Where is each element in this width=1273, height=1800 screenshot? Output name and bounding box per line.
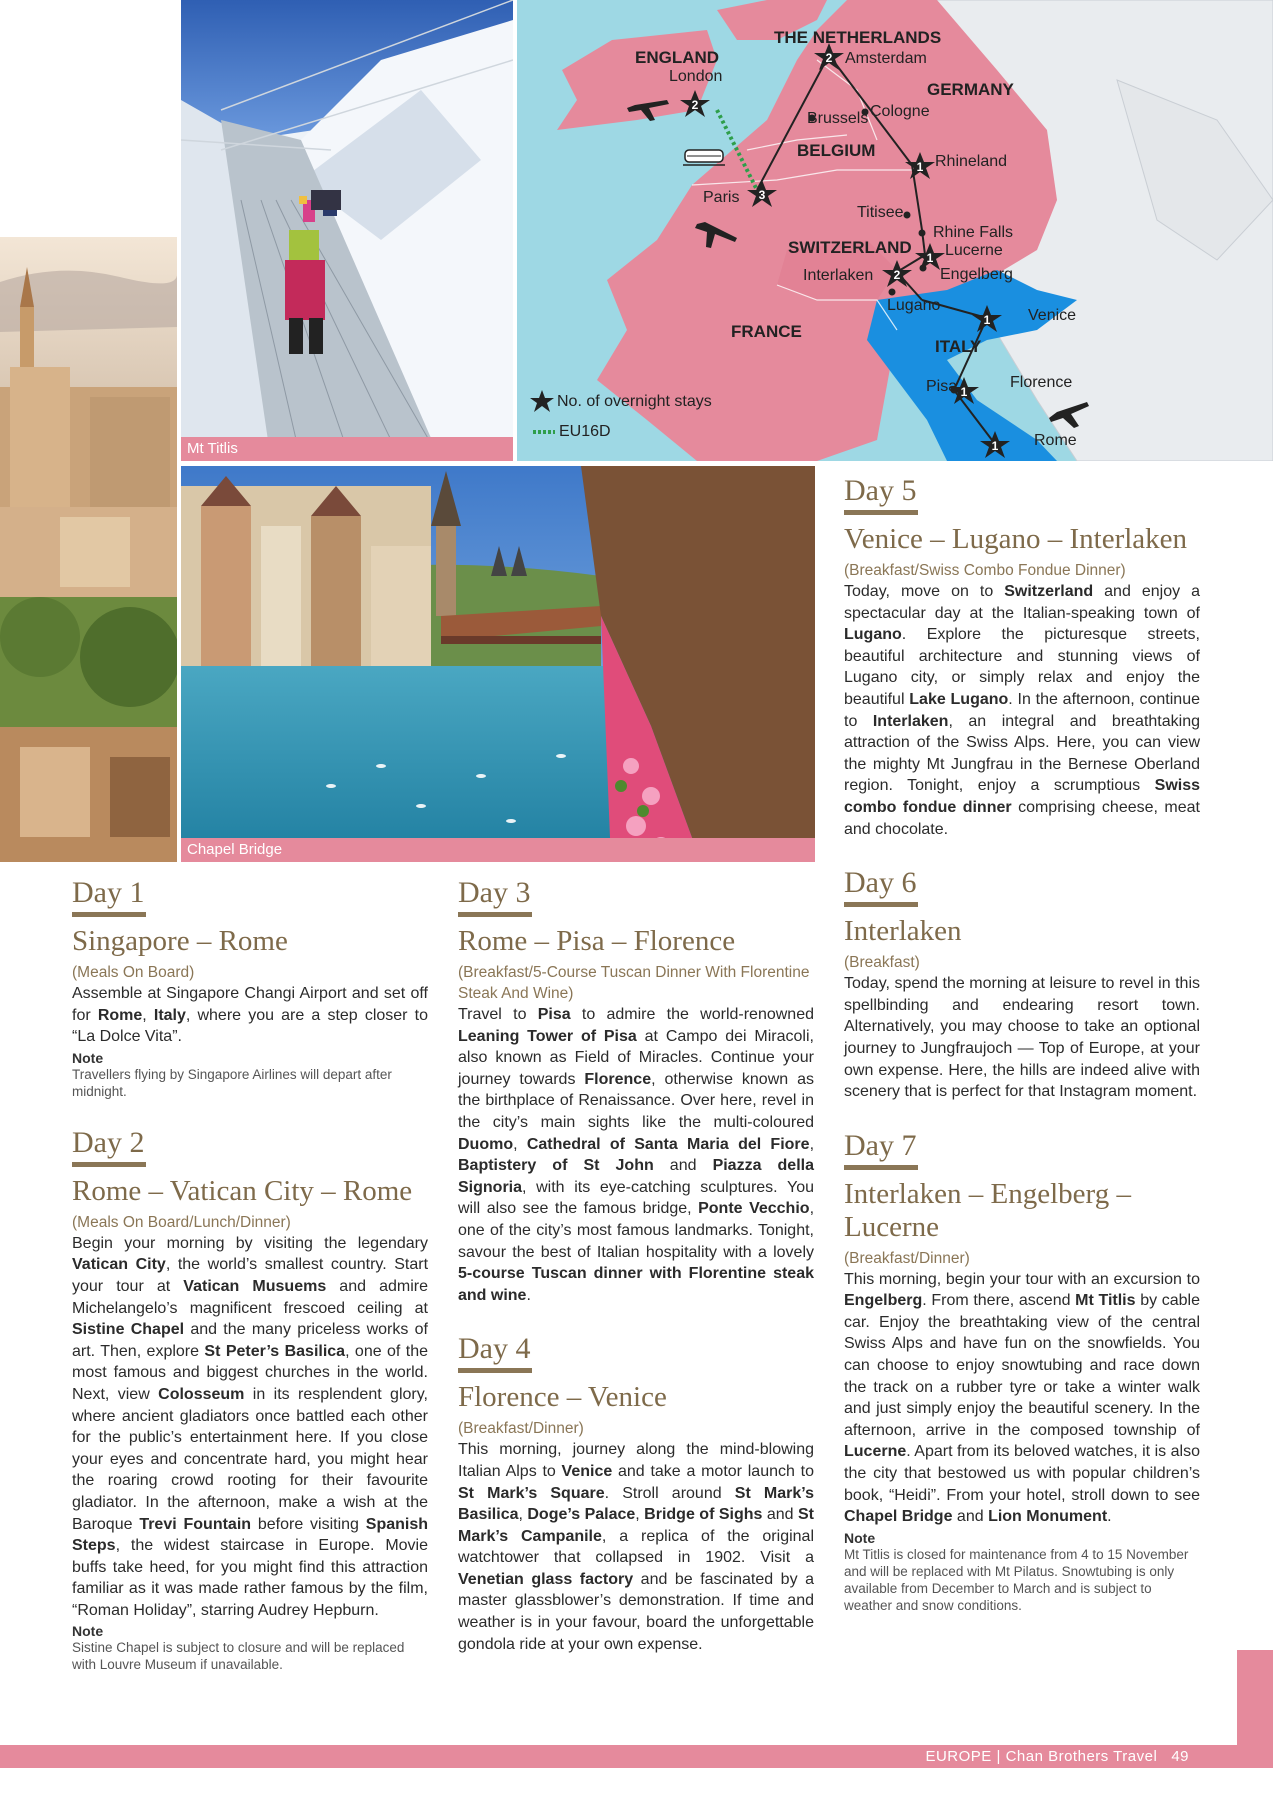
highlight: Mt Titlis <box>1075 1292 1136 1310</box>
highlight: Lake Lugano <box>909 690 1009 708</box>
day-meals: (Breakfast/5-Course Tuscan Dinner With Florentine Steak And Wine) <box>458 964 810 1002</box>
highlight: Sistine Chapel <box>72 1321 185 1339</box>
highlight: St Mark’s Campanile <box>458 1506 814 1545</box>
stays-rhineland: 1 <box>916 160 924 174</box>
florence-photo-art <box>0 237 177 862</box>
city-florence: Florence <box>1010 374 1073 391</box>
highlight: Pisa <box>537 1006 571 1023</box>
route-map <box>517 0 1273 461</box>
country-france: FRANCE <box>731 322 802 341</box>
city-rhine-falls: Rhine Falls <box>933 224 1014 241</box>
day-description: Travel to Pisa to admire the world-renowned Leaning Tower of Pisa at Campo dei Miracoli, also known as Field of Miracles. Continue your journey towards Florence, otherwise known as the birthplace of Renaissance. Over here, revel in the city’s main sights like the multi-coloured Duomo, Cathedral of Santa Maria del Fiore, Baptistery of St John and Piazza della Signoria, with its eye-catching sculptures. You will also see the famous bridge, Ponte Vecchio, one of the city’s most famous landmarks. Tonight, savour the best of Italian hospitality with a lovely 5-course Tuscan dinner with Florentine steak and wine. <box>458 1006 815 1304</box>
highlight: Engelberg <box>844 1292 923 1310</box>
route-map-art <box>517 0 1273 461</box>
stays-rome: 1 <box>991 439 999 453</box>
highlight: Lugano <box>844 626 902 644</box>
highlight: Interlaken <box>872 712 949 730</box>
highlight: Cathedral of Santa Maria del Fiore <box>526 1135 810 1153</box>
stays-interlaken: 2 <box>893 268 901 282</box>
day-description: This morning, journey along the mind-blowing Italian Alps to Venice and take a motor launch to St Mark’s Square. Stroll around St Mark’s Basilica, Doge’s Palace, Bridge of Sighs and St Mark’s Campanile, a replica of the original watchtower that collapsed in 1902. Visit a Venetian glass factory and be fascinated by a master glassblower’s demonstration. If time and weather is in your favour, board the unforgettable gondola ride at your own expense. <box>458 1441 815 1653</box>
city-titisee: Titisee <box>857 204 904 221</box>
highlight: Swiss combo fondue dinner <box>844 777 1200 816</box>
mt-titlis-caption: Mt Titlis <box>181 437 513 461</box>
day-title: Singapore – Rome <box>72 925 288 957</box>
day-meals: (Breakfast/Dinner) <box>458 1420 584 1438</box>
highlight: St Mark’s Basilica <box>458 1484 815 1524</box>
country-belgium: BELGIUM <box>797 141 876 160</box>
florence-photo <box>0 237 177 862</box>
stays-florence: 1 <box>960 385 968 399</box>
highlight: Venetian glass factory <box>458 1570 634 1588</box>
highlight: Leaning Tower of Pisa <box>458 1027 637 1045</box>
note-text: Travellers flying by Singapore Airlines will depart after midnight. <box>72 1066 392 1099</box>
footer-brand: Chan Brothers Travel <box>1005 1748 1158 1765</box>
note-label: Note <box>72 1623 104 1640</box>
day-title: Florence – Venice <box>458 1381 667 1414</box>
city-engelberg: Engelberg <box>940 266 1013 283</box>
highlight: Venice <box>561 1462 613 1480</box>
country-netherlands: THE NETHERLANDS <box>774 28 942 47</box>
highlight: Lucerne <box>844 1443 907 1461</box>
highlight: Ponte Vecchio <box>698 1200 810 1218</box>
country-switzerland: SWITZERLAND <box>788 238 912 257</box>
note-text: Mt Titlis is closed for maintenance from 4 to 15 November and will be replaced with Mt Pilatus. Snowtubing is only available from December to March and is subject to weather and snow conditions. <box>844 1546 1189 1613</box>
note-text: Sistine Chapel is subject to closure and will be replaced with Louvre Museum if unavailable. <box>72 1640 405 1673</box>
day-description: Assemble at Singapore Changi Airport and set off for Rome, Italy, where you are a step closer to “La Dolce Vita”. <box>72 985 429 1046</box>
country-england: ENGLAND <box>635 48 720 67</box>
city-brussels: Brussels <box>807 110 869 127</box>
day-rule <box>844 1165 918 1170</box>
city-rhineland: Rhineland <box>935 153 1008 170</box>
day-description: Today, move on to Switzerland and enjoy a spectacular day at the Italian-speaking town of Lugano. Explore the picturesque streets, beautiful architecture and stunning views of Lugano city, or simply relax and enjoy the beautiful Lake Lugano. In the afternoon, continue to Interlaken, an integral and breathtaking attraction of the Swiss Alps. Here, you can view the mighty Mt Jungfrau in the Bernese Oberland region. Tonight, enjoy a scrumptious Swiss combo fondue dinner comprising cheese, meat and chocolate. <box>844 583 1200 838</box>
column-2 <box>458 876 814 1681</box>
day-rule <box>458 912 532 917</box>
stays-paris: 3 <box>758 188 766 202</box>
note-label: Note <box>72 1049 104 1066</box>
day-meals: (Breakfast) <box>844 954 920 972</box>
highlight: Baptistery of St John <box>458 1157 654 1175</box>
page-side-tab <box>1237 1650 1273 1745</box>
day-number: Day 2 <box>72 1125 145 1159</box>
note-label: Note <box>844 1529 876 1546</box>
column-1 <box>72 876 428 1699</box>
highlight: Duomo <box>458 1135 514 1153</box>
day-7 <box>844 1129 1200 1614</box>
highlight: Florence <box>584 1070 652 1088</box>
column-3 <box>844 474 1200 1640</box>
day-title: Venice – Lugano – Interlaken <box>844 523 1188 555</box>
city-interlaken: Interlaken <box>803 267 874 284</box>
day-number: Day 7 <box>844 1128 917 1162</box>
day-number: Day 3 <box>458 876 531 909</box>
legend-stays-label: No. of overnight stays <box>557 393 712 410</box>
day-1 <box>72 876 428 1100</box>
day-title: Interlaken – Engelberg – Lucerne <box>844 1177 1131 1243</box>
chapel-bridge-photo-art <box>181 466 815 862</box>
city-pisa: Pisa <box>926 378 958 395</box>
footer-text: EUROPE | Chan Brothers Travel 49 <box>925 1748 1189 1765</box>
day-3 <box>458 876 814 1306</box>
mt-titlis-photo <box>181 0 513 461</box>
day-4 <box>458 1332 814 1655</box>
highlight: Spanish Steps <box>72 1515 428 1555</box>
stays-amsterdam: 2 <box>825 51 833 65</box>
day-title: Rome – Pisa – Florence <box>458 925 736 957</box>
day-number: Day 4 <box>458 1332 531 1366</box>
highlight: Italy <box>153 1006 186 1024</box>
highlight: Trevi Fountain <box>139 1515 252 1533</box>
day-2 <box>72 1126 428 1674</box>
day-rule <box>72 912 146 917</box>
highlight: Switzerland <box>1004 583 1094 600</box>
city-amsterdam: Amsterdam <box>845 50 927 67</box>
city-lugano: Lugano <box>887 297 941 314</box>
day-number: Day 5 <box>844 474 917 507</box>
city-venice: Venice <box>1028 307 1077 324</box>
highlight: Lion Monument <box>988 1508 1108 1526</box>
city-london: London <box>669 68 723 85</box>
train-icon <box>683 150 725 165</box>
city-rome: Rome <box>1034 432 1077 449</box>
chapel-bridge-photo <box>181 466 815 862</box>
day-description: Today, spend the morning at leisure to revel in this spellbinding and endearing resort town. Alternatively, you may choose to take an optional journey to Jungfraujoch — Top of Europe, at your own expense. Here, the hills are indeed alive with scenery that is perfect for that Instagram moment. <box>844 975 1200 1101</box>
highlight: Rome <box>97 1006 143 1024</box>
highlight: 5-course Tuscan dinner with Florentine steak and wine <box>458 1265 814 1304</box>
country-germany: GERMANY <box>927 80 1014 99</box>
stays-lucerne: 1 <box>926 251 934 265</box>
highlight: Colosseum <box>158 1385 245 1403</box>
mt-titlis-photo-art <box>181 0 513 461</box>
day-number: Day 6 <box>844 866 917 900</box>
day-meals: (Meals On Board/Lunch/Dinner) <box>72 1213 291 1231</box>
legend-star-icon <box>530 390 554 412</box>
day-meals: (Breakfast/Dinner) <box>844 1249 970 1267</box>
day-title: Interlaken <box>844 915 962 948</box>
day-title: Rome – Vatican City – Rome <box>72 1174 413 1207</box>
day-meals: (Breakfast/Swiss Combo Fondue Dinner) <box>844 562 1126 579</box>
day-meals: (Meals On Board) <box>72 964 195 981</box>
page-footer <box>0 1745 1273 1768</box>
highlight: Doge’s Palace <box>527 1506 636 1524</box>
day-rule <box>844 902 918 907</box>
day-5 <box>844 474 1200 840</box>
page-number: 49 <box>1171 1748 1189 1765</box>
day-description: Begin your morning by visiting the legendary Vatican City, the world’s smallest country. Start your tour at Vatican Musuems and admire Michelangelo’s magnificent frescoed ceiling at Sistine Chapel and the many priceless works of art. Then, explore St Peter’s Basilica, one of the most famous and biggest churches in the world. Next, view Colosseum in its resplendent glory, where ancient gladiators once battled each other for the public’s entertainment here. If you close your eyes and concentrate hard, you might hear the roaring crowd rooting for their favourite gladiator. In the afternoon, make a wish at the Baroque Trevi Fountain before visiting Spanish Steps, the widest staircase in Europe. Movie buffs take heed, for you might find this attraction familiar as it was made rather famous by the film, “Roman Holiday”, starring Audrey Hepburn. <box>72 1234 429 1619</box>
city-paris: Paris <box>703 189 740 206</box>
highlight: St Peter’s Basilica <box>204 1342 346 1360</box>
highlight: Piazza della Signoria <box>458 1157 814 1196</box>
day-description: This morning, begin your tour with an excursion to Engelberg. From there, ascend Mt Titlis by cable car. Enjoy the breathtaking view of the central Swiss Alps and have fun on the snowfields. You can choose to enjoy snowtubing and race down the track on a rubber tyre or take a winter walk and just simply enjoy the beautiful scenery. In the afternoon, arrive in the composed township of Lucerne. Apart from its beloved watches, it is also the city that bestowed us with popular children’s book, “Heidi”. From your hotel, stroll down to see Chapel Bridge and Lion Monument. <box>844 1270 1200 1526</box>
day-rule <box>844 510 918 515</box>
highlight: Bridge of Sighs <box>644 1506 763 1524</box>
chapel-bridge-caption: Chapel Bridge <box>181 838 815 862</box>
day-number: Day 1 <box>72 876 145 909</box>
highlight: Vatican City <box>72 1256 166 1274</box>
city-lucerne: Lucerne <box>945 242 1003 259</box>
highlight: Chapel Bridge <box>844 1508 953 1526</box>
legend-route-label: EU16D <box>559 423 611 440</box>
city-cologne: Cologne <box>870 103 930 120</box>
highlight: St Mark’s Square <box>458 1484 605 1502</box>
day-rule <box>458 1368 532 1373</box>
day-6 <box>844 866 1200 1103</box>
stays-venice: 1 <box>983 313 991 327</box>
stays-london: 2 <box>691 98 699 112</box>
footer-section: EUROPE <box>925 1748 992 1765</box>
country-italy: ITALY <box>935 337 982 356</box>
highlight: Vatican Musuems <box>183 1277 327 1295</box>
day-rule <box>72 1162 146 1167</box>
